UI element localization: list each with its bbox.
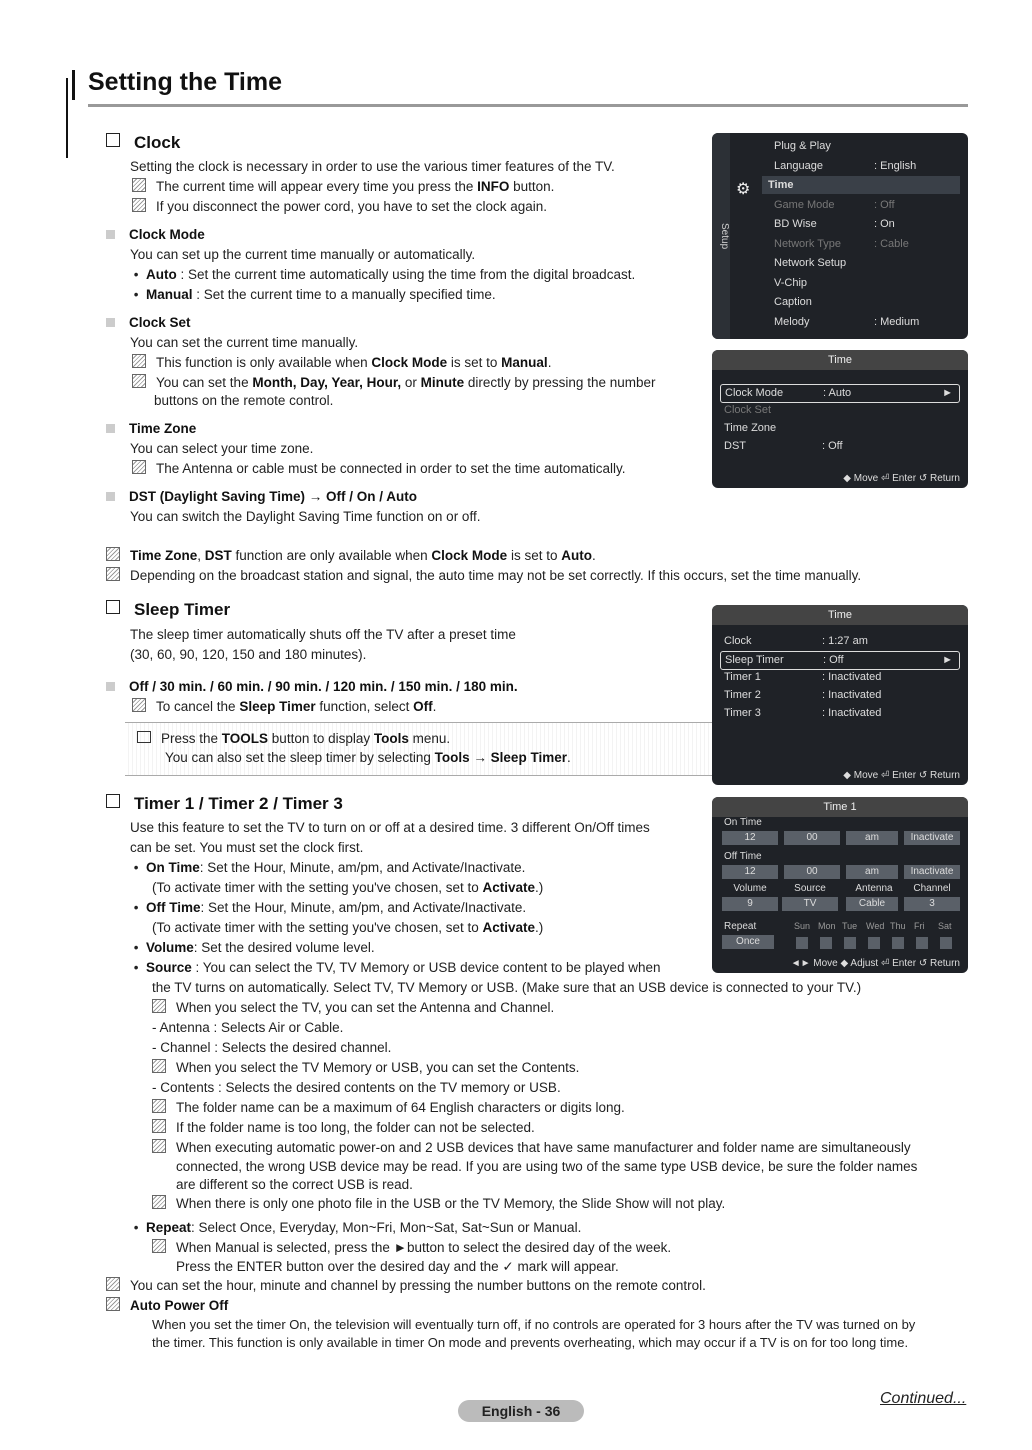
osd-day-label: Tue xyxy=(842,921,858,931)
osd-setup-item xyxy=(762,176,960,194)
gear-icon: ⚙ xyxy=(736,181,751,198)
clock-heading: Clock xyxy=(106,133,180,153)
osd-setup-item xyxy=(768,235,960,253)
osd-setup-item-label: Network Type xyxy=(774,237,842,250)
osd-setup-item-label: BD Wise xyxy=(774,218,817,230)
timer-channel: - Channel : Selects the desired channel. xyxy=(152,1040,392,1055)
osd-menu-row-value: : 1:27 am xyxy=(822,635,868,647)
osd-time-footer: ◆ Move ⏎ Enter ↺ Return xyxy=(843,473,960,484)
clock-set-note2: You can set the Month, Day, Year, Hour, or Minute directly by pressing the number xyxy=(132,373,700,393)
osd-day-label: Sun xyxy=(794,921,811,931)
time-zone-note: The Antenna or cable must be connected in order to set the time automatically. xyxy=(132,459,700,479)
osd-menu-row-label: Sleep Timer xyxy=(725,654,784,666)
osd-menu-row-label: Timer 3 xyxy=(724,707,761,719)
osd-off-time-cell: 00 xyxy=(784,865,840,879)
note-icon xyxy=(152,1059,166,1073)
osd-setup-item xyxy=(768,293,960,311)
clock-intro: Setting the clock is necessary in order to use the various timer features of the TV. xyxy=(130,159,615,174)
osd-column-header: Antenna xyxy=(855,883,893,894)
osd-sleep-menu xyxy=(712,605,968,785)
bullet-square-icon xyxy=(106,424,115,433)
clock-mode-auto: • Auto : Set the current time automatically using the time from the digital broadcast. xyxy=(130,267,636,282)
title-accent-bar-secondary xyxy=(66,78,68,158)
timer-note-manual-cont: Press the ENTER button over the desired day and the ✓ mark will appear. xyxy=(176,1259,619,1274)
osd-setup-item xyxy=(768,215,960,233)
osd-off-time-label: Off Time xyxy=(724,851,762,862)
note-icon xyxy=(132,460,146,474)
clock-set-text: You can set the current time manually. xyxy=(130,335,359,350)
osd-setup-item xyxy=(768,137,960,155)
sleep-text1: The sleep timer automatically shuts off the TV after a preset time xyxy=(130,627,516,642)
osd-day-checkbox xyxy=(844,937,856,949)
note-icon xyxy=(152,999,166,1013)
timer-heading: Timer 1 / Timer 2 / Timer 3 xyxy=(106,794,343,814)
osd-timer1-menu xyxy=(712,797,968,973)
osd-on-time-cell: am xyxy=(846,831,898,845)
bullet-square-icon xyxy=(106,682,115,691)
timer-note-tv: When you select the TV, you can set the Antenna and Channel. xyxy=(130,998,1010,1018)
auto-power-off-text1: When you set the timer On, the television will eventually turn off, if no controls are operated for 3 hours after the TV was turned on by xyxy=(152,1317,916,1332)
arrow-right-icon: ► xyxy=(942,654,953,666)
osd-setup-item-label: Language xyxy=(774,159,823,172)
note-icon xyxy=(106,567,120,581)
osd-menu-row-value: : Inactivated xyxy=(822,671,882,683)
osd-setup-item xyxy=(768,274,960,292)
osd-time-title: Time xyxy=(712,350,968,370)
tools-tip-line1: Press the TOOLS button to display Tools menu. xyxy=(125,729,728,749)
osd-day-label: Fri xyxy=(914,921,925,931)
osd-timer1-title: Time 1 xyxy=(712,797,968,817)
note-icon xyxy=(106,1297,120,1311)
timer-note-usb-cont2: are different so the correct USB is read. xyxy=(176,1177,413,1192)
osd-day-label: Thu xyxy=(890,921,906,931)
clock-mode-manual: • Manual : Set the current time to a manually specified time. xyxy=(130,287,496,302)
clock-note-power: If you disconnect the power cord, you have to set the clock again. xyxy=(132,197,700,217)
page-number-badge: English - 36 xyxy=(458,1400,584,1422)
osd-side-label: Setup xyxy=(712,133,730,339)
osd-day-checkbox xyxy=(796,937,808,949)
osd-setup-item-value: : Medium xyxy=(874,315,920,328)
osd-column-header: Channel xyxy=(913,883,951,894)
note-icon xyxy=(152,1239,166,1253)
osd-day-checkbox xyxy=(892,937,904,949)
general-note-availability: Time Zone, DST function are only available when Clock Mode is set to Auto. xyxy=(106,546,986,566)
note-icon xyxy=(132,198,146,212)
time-zone-text: You can select your time zone. xyxy=(130,441,314,456)
dst-text: You can switch the Daylight Saving Time function on or off. xyxy=(130,509,481,524)
clock-mode-text: You can set up the current time manually or automatically. xyxy=(130,247,476,262)
osd-time-menu xyxy=(712,350,968,488)
osd-setup-menu xyxy=(712,133,968,339)
osd-column-cell: 3 xyxy=(904,897,960,911)
osd-menu-row xyxy=(720,420,960,437)
bullet-square-icon xyxy=(106,230,115,239)
title-accent-bar xyxy=(72,70,75,100)
osd-setup-item-label: Network Setup xyxy=(774,257,847,269)
timer-note-photo: When there is only one photo file in the USB or the TV Memory, the Slide Show will not play. xyxy=(130,1194,1010,1214)
osd-day-label: Sat xyxy=(938,921,952,931)
osd-menu-row-value: : Off xyxy=(822,440,843,452)
osd-on-time-cell: 12 xyxy=(722,831,778,845)
timer-note-hour: You can set the hour, minute and channel by pressing the number buttons on the remote control. xyxy=(106,1276,1010,1296)
timer-on-time-activate: (To activate timer with the setting you've chosen, set to Activate.) xyxy=(152,880,544,895)
osd-setup-item-label: V-Chip xyxy=(774,276,808,289)
osd-menu-row-label: Timer 2 xyxy=(724,689,761,701)
osd-menu-row xyxy=(720,384,960,403)
osd-setup-item xyxy=(768,157,960,175)
osd-setup-item-value: : On xyxy=(874,218,895,230)
osd-column-header: Volume xyxy=(733,883,767,894)
osd-menu-row xyxy=(720,669,960,686)
bullet-square-icon xyxy=(106,318,115,327)
checkbox-icon xyxy=(106,794,120,808)
osd-menu-row xyxy=(720,687,960,704)
clock-mode-heading: Clock Mode xyxy=(130,225,700,245)
osd-day-label: Wed xyxy=(866,921,885,931)
osd-setup-item-value: : English xyxy=(874,159,917,172)
timer-off-time: • Off Time: Set the Hour, Minute, am/pm, and Activate/Inactivate. xyxy=(130,900,527,915)
clock-set-heading: Clock Set xyxy=(130,313,700,333)
osd-menu-row-label: Clock xyxy=(724,635,752,647)
sleep-cancel-note: To cancel the Sleep Timer function, select Off. xyxy=(132,697,720,717)
note-icon xyxy=(152,1139,166,1153)
note-icon xyxy=(152,1195,166,1209)
osd-menu-row-label: Timer 1 xyxy=(724,671,761,683)
osd-setup-item xyxy=(768,196,960,214)
dst-heading: DST (Daylight Saving Time) → Off / On / Auto xyxy=(130,487,700,507)
timer-contents: - Contents : Selects the desired contents on the TV memory or USB. xyxy=(152,1080,561,1095)
osd-setup-item-label: Time xyxy=(768,179,794,191)
osd-on-time-cell: 00 xyxy=(784,831,840,845)
timer-note-folder1: The folder name can be a maximum of 64 English characters or digits long. xyxy=(130,1098,1010,1118)
tools-tip-box xyxy=(125,722,728,776)
timer-note-usb: When executing automatic power-on and 2 USB devices that have same manufacturer and folder name are simultaneously xyxy=(130,1138,1010,1158)
osd-setup-item-label: Plug & Play xyxy=(774,140,831,152)
general-note-broadcast: Depending on the broadcast station and signal, the auto time may not be set correctly. If this occurs, set the time manually. xyxy=(106,566,986,586)
clock-set-note1: This function is only available when Clock Mode is set to Manual. xyxy=(132,353,700,373)
osd-repeat-label: Repeat xyxy=(724,921,757,932)
osd-menu-row xyxy=(720,705,960,722)
timer-source: • Source : You can select the TV, TV Memory or USB device content to be played when xyxy=(130,960,661,975)
timer-antenna: - Antenna : Selects Air or Cable. xyxy=(152,1020,344,1035)
timer-note-manual: When Manual is selected, press the ►button to select the desired day of the week. xyxy=(130,1238,1010,1258)
osd-day-checkbox xyxy=(940,937,952,949)
osd-menu-row xyxy=(720,651,960,670)
timer-note-memory: When you select the TV Memory or USB, you can set the Contents. xyxy=(130,1058,1010,1078)
timer-note-usb-cont1: connected, the wrong USB device may be read. If you are using two of the same type USB device, be sure the folder names xyxy=(176,1159,918,1174)
osd-menu-row-label: Clock Mode xyxy=(725,387,784,399)
note-icon xyxy=(106,547,120,561)
timer-source-cont: the TV turns on automatically. Select TV, TV Memory or USB. (Make sure that an USB device is connected to your TV.) xyxy=(152,980,862,995)
osd-setup-item xyxy=(768,313,960,331)
note-icon xyxy=(132,178,146,192)
arrow-right-icon: ► xyxy=(942,387,953,399)
timer-note-folder2: If the folder name is too long, the folder can not be selected. xyxy=(130,1118,1010,1138)
osd-column-cell: Cable xyxy=(846,897,898,911)
osd-off-time-cell: am xyxy=(846,865,898,879)
osd-repeat-value: Once xyxy=(722,935,774,949)
clock-general-notes xyxy=(106,546,986,586)
bullet-square-icon xyxy=(106,492,115,501)
osd-menu-row-value: : Auto xyxy=(823,387,852,399)
osd-day-checkbox xyxy=(916,937,928,949)
osd-day-checkbox xyxy=(820,937,832,949)
clock-set-note2-cont: buttons on the remote control. xyxy=(154,393,334,408)
osd-menu-row-value: : Inactivated xyxy=(822,689,882,701)
osd-day-label: Mon xyxy=(818,921,836,931)
timer-repeat: • Repeat: Select Once, Everyday, Mon~Fri, Mon~Sat, Sat~Sun or Manual. xyxy=(130,1220,582,1235)
osd-day-checkbox xyxy=(868,937,880,949)
osd-menu-row xyxy=(720,633,960,650)
timer-on-time: • On Time: Set the Hour, Minute, am/pm, and Activate/Inactivate. xyxy=(130,860,526,875)
osd-column-header: Source xyxy=(794,883,826,894)
osd-on-time-cell: Inactivate xyxy=(904,831,960,845)
checkbox-icon xyxy=(106,600,120,614)
clock-note-info: The current time will appear every time you press the INFO button. xyxy=(132,177,700,197)
note-icon xyxy=(132,374,146,388)
osd-menu-row-value: : Inactivated xyxy=(822,707,882,719)
sleep-options-heading: Off / 30 min. / 60 min. / 90 min. / 120 min. / 150 min. / 180 min. xyxy=(130,677,720,697)
osd-sleep-footer: ◆ Move ⏎ Enter ↺ Return xyxy=(843,770,960,781)
osd-off-time-cell: Inactivate xyxy=(904,865,960,879)
page-title: Setting the Time xyxy=(88,68,283,96)
osd-column-cell: TV xyxy=(782,897,838,911)
note-icon xyxy=(152,1099,166,1113)
timer-text1: Use this feature to set the TV to turn on or off at a desired time. 3 different On/Off times xyxy=(130,820,650,835)
sleep-body xyxy=(130,625,720,717)
osd-menu-row xyxy=(720,402,960,419)
tools-tip-line2: You can also set the sleep timer by selecting Tools → Sleep Timer. xyxy=(165,750,571,765)
time-zone-heading: Time Zone xyxy=(130,419,700,439)
osd-off-time-cell: 12 xyxy=(722,865,778,879)
osd-menu-row-value: : Off xyxy=(823,654,844,666)
osd-menu-row-label: DST xyxy=(724,440,746,452)
osd-timer1-footer: ◄► Move ◆ Adjust ⏎ Enter ↺ Return xyxy=(790,958,960,969)
title-rule xyxy=(88,104,968,107)
osd-setup-item-label: Game Mode xyxy=(774,198,835,211)
osd-menu-row xyxy=(720,438,960,455)
osd-menu-row-label: Clock Set xyxy=(724,404,772,416)
osd-setup-item-value: : Cable xyxy=(874,237,909,250)
auto-power-off-heading: Auto Power Off xyxy=(106,1296,1010,1316)
osd-setup-item-label: Melody xyxy=(774,315,810,328)
note-icon xyxy=(106,1277,120,1291)
osd-on-time-label: On Time xyxy=(724,817,762,828)
osd-setup-item xyxy=(768,254,960,272)
timer-off-time-activate: (To activate timer with the setting you've chosen, set to Activate.) xyxy=(152,920,544,935)
osd-setup-item-label: Caption xyxy=(774,296,812,308)
continued-link: Continued... xyxy=(880,1390,967,1407)
checkbox-icon xyxy=(106,133,120,147)
clock-body xyxy=(130,157,700,527)
sleep-text2: (30, 60, 90, 120, 150 and 180 minutes). xyxy=(130,647,367,662)
osd-column-cell: 9 xyxy=(722,897,778,911)
osd-setup-item-value: : Off xyxy=(874,198,895,211)
note-icon xyxy=(132,354,146,368)
note-icon xyxy=(132,698,146,712)
timer-text2: can be set. You must set the clock first. xyxy=(130,840,364,855)
osd-menu-row-label: Time Zone xyxy=(724,422,777,434)
osd-sleep-title: Time xyxy=(712,605,968,625)
auto-power-off-text2: the timer. This function is only available in timer On mode and prevents overheating, which may occur if a TV is on for too long time. xyxy=(152,1335,909,1350)
sleep-heading: Sleep Timer xyxy=(106,600,230,620)
timer-volume: • Volume: Set the desired volume level. xyxy=(130,940,375,955)
tools-icon xyxy=(137,731,151,743)
note-icon xyxy=(152,1119,166,1133)
